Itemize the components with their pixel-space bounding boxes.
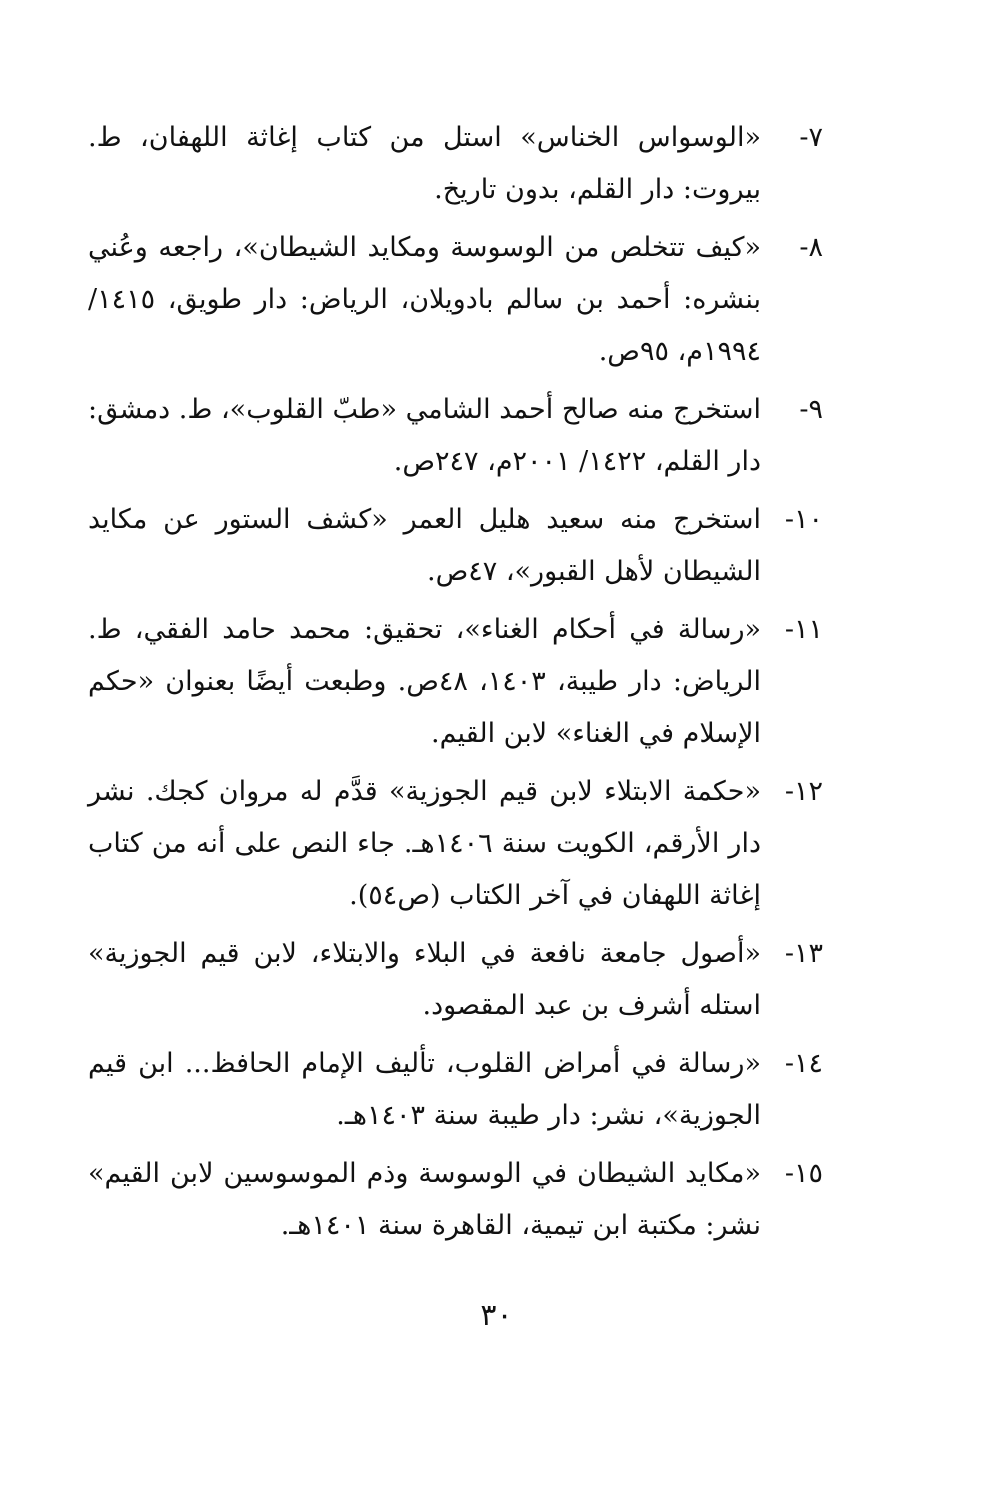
entry-text: استخرج منه سعيد هليل العمر «كشف الستور عن مكايد الشيطان لأهل القبور»، ٤٧ص.	[88, 504, 761, 587]
page-number: ٣٠	[480, 1298, 513, 1333]
entry-number: ١٣-	[784, 938, 823, 969]
list-item	[88, 766, 823, 922]
entry-text: «كيف تتخلص من الوسوسة ومكايد الشيطان»، راجعه وعُني بنشره: أحمد بن سالم بادويلان، الرياض: دار طويق، ١٤١٥/ ١٩٩٤م، ٩٥ص.	[88, 232, 761, 367]
entry-number: ١٤-	[784, 1048, 823, 1079]
list-item	[88, 222, 823, 378]
list-item	[88, 112, 823, 216]
entry-number: ١٥-	[784, 1158, 823, 1189]
entry-number: ١١-	[784, 614, 823, 645]
entry-number: ٧-	[799, 122, 823, 153]
entry-number: ٨-	[799, 232, 823, 263]
entry-number: ١٢-	[784, 776, 823, 807]
entry-text: «الوسواس الخناس» استل من كتاب إغاثة اللهفان، ط. بيروت: دار القلم، بدون تاريخ.	[88, 122, 761, 205]
entry-text: استخرج منه صالح أحمد الشامي «طبّ القلوب»، ط. دمشق: دار القلم، ١٤٢٢/ ٢٠٠١م، ٢٤٧ص.	[88, 394, 761, 477]
list-item	[88, 384, 823, 488]
entry-text: «رسالة في أمراض القلوب، تأليف الإمام الحافظ... ابن قيم الجوزية»، نشر: دار طيبة سنة ١٤٠٣هـ.	[88, 1048, 761, 1131]
list-item	[88, 1038, 823, 1142]
bibliography-list	[88, 112, 823, 1258]
entry-number: ٩-	[799, 394, 823, 425]
entry-number: ١٠-	[784, 504, 823, 535]
entry-text: «حكمة الابتلاء لابن قيم الجوزية» قدَّم له مروان كجك. نشر دار الأرقم، الكويت سنة ١٤٠٦هـ. جاء النص على أنه من كتاب إغاثة اللهفان في آخر الكتاب (ص٥٤).	[88, 776, 761, 911]
entry-text: «مكايد الشيطان في الوسوسة وذم الموسوسين لابن القيم» نشر: مكتبة ابن تيمية، القاهرة سنة ١٤٠١هـ.	[88, 1158, 761, 1241]
list-item	[88, 604, 823, 760]
list-item	[88, 494, 823, 598]
list-item	[88, 1148, 823, 1252]
entry-text: «أصول جامعة نافعة في البلاء والابتلاء، لابن قيم الجوزية» استله أشرف بن عبد المقصود.	[88, 938, 761, 1021]
entry-text: «رسالة في أحكام الغناء»، تحقيق: محمد حامد الفقي، ط. الرياض: دار طيبة، ١٤٠٣، ٤٨ص. وطبعت أيضًا بعنوان «حكم الإسلام في الغناء» لابن القيم.	[88, 614, 761, 749]
list-item	[88, 928, 823, 1032]
